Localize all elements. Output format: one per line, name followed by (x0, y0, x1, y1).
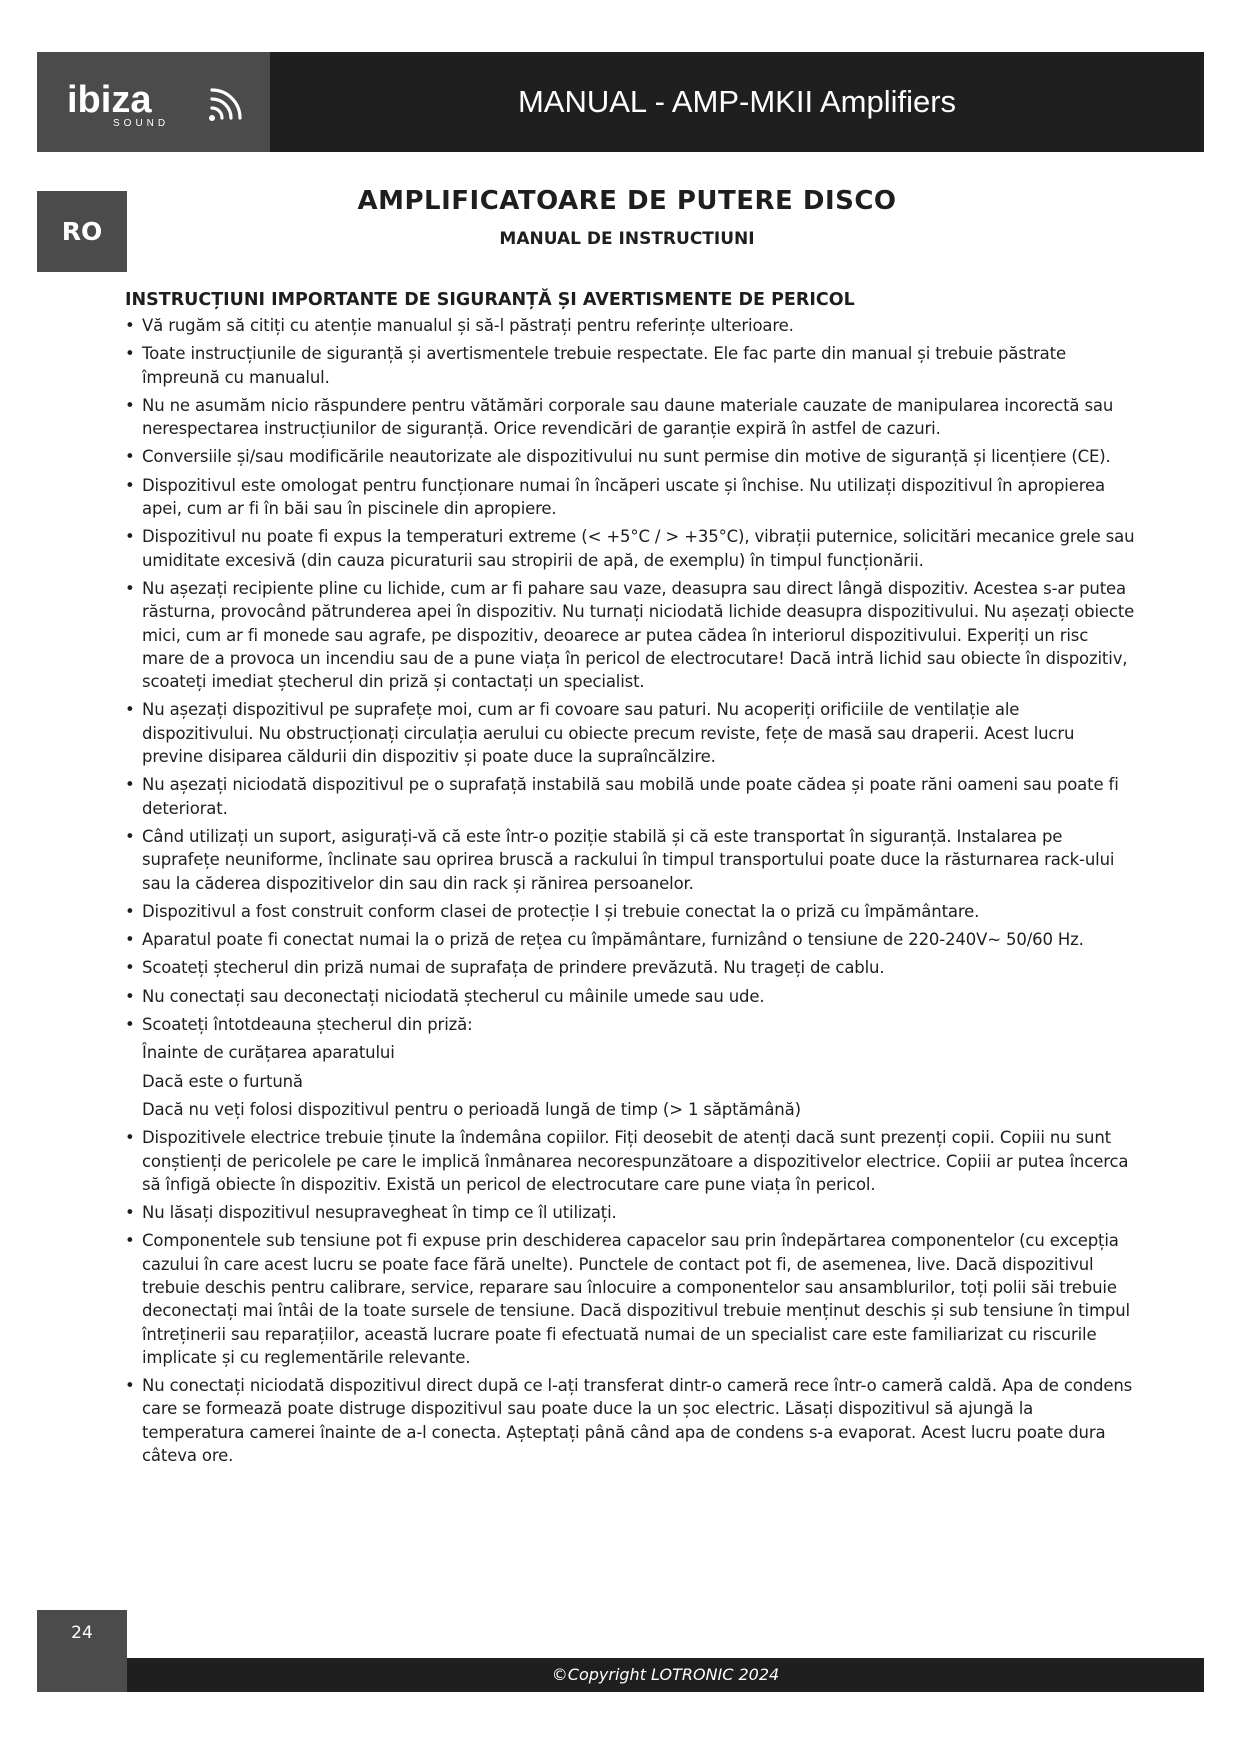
ibiza-sound-logo (67, 78, 247, 128)
sound-waves-icon (209, 90, 240, 121)
list-item: • Aparatul poate fi conectat numai la o priză de rețea cu împământare, furnizând o tensiune de 220-240V~ 50/60 Hz. (125, 930, 1084, 950)
sub-list-item: Înainte de curățarea aparatului (142, 1043, 395, 1063)
list-item: • Toate instrucțiunile de siguranță și avertismentele trebuie respectate. Ele fac parte din manual și trebuie păstrate împreună cu manualul. (125, 344, 1066, 387)
safety-list (125, 314, 1135, 1467)
page-header (37, 52, 1204, 152)
content-body (125, 290, 1135, 1472)
list-item: • Nu așezați dispozitivul pe suprafețe moi, cum ar fi covoare sau paturi. Nu acoperiți orificiile de ventilație ale dispozitivului. Nu obstrucționați circulația aerului cu obiecte precum reviste, fețe de masă sau draperii. Acest lucru previne disiparea căldurii din dispozitiv și poate duce la supraîncălzire. (125, 700, 1075, 767)
footer-copyright: ©Copyright LOTRONIC 2024 (127, 1658, 1204, 1692)
page-number-tab (37, 1610, 127, 1692)
list-item: • Nu lăsați dispozitivul nesupravegheat în timp ce îl utilizați. (125, 1203, 617, 1223)
logo-text: ibiza (67, 79, 152, 121)
manual-title: MANUAL - AMP-MKII Amplifiers (517, 84, 957, 119)
list-item: • Nu așezați niciodată dispozitivul pe o suprafață instabilă sau mobilă unde poate cădea și poate răni oameni sau poate fi deteriorat. (125, 775, 1119, 818)
list-item: • Când utilizați un suport, asigurați-vă că este într-o poziție stabilă și că este transportat în siguranță. Instalarea pe suprafețe neuniforme, înclinate sau oprirea bruscă a rackului în timpul transportului poate duce la răsturnarea rack-ului sau la căderea dispozitivelor din sau din rack și rănirea persoanelor. (125, 826, 1115, 893)
page-title: AMPLIFICATOARE DE PUTERE DISCO (357, 186, 897, 216)
list-item: • Dispozitivul a fost construit conform clasei de protecție I și trebuie conectat la o priză cu împământare. (125, 901, 980, 921)
list-item: • Nu așezați recipiente pline cu lichide, cum ar fi pahare sau vaze, deasupra sau direct lângă dispozitiv. Acestea s-ar putea răsturna, provocând pătrunderea apei în dispozitiv. Nu turnați niciodată lichide deasupra dispozitivului. Nu așezați obiecte mici, cum ar fi monede sau agrafe, pe dispozitiv, deoarece ar putea cădea în interiorul dispozitivului. Experiți un risc mare de a provoca un incendiu sau de a pune viața în pericol de electrocutare! Dacă intră lichid sau obiecte în dispozitiv, scoateți imediat ștecherul din priză și contactați un specialist. (125, 578, 1135, 692)
sub-list-item: Dacă este o furtună (142, 1071, 303, 1091)
list-item: • Componentele sub tensiune pot fi expuse prin deschiderea capacelor sau prin îndepărtarea componentelor (cu excepția cazului în care acest lucru se poate face fără unelte). Punctele de contact pot fi, de asemenea, live. Dacă dispozitivul trebuie deschis pentru calibrare, service, reparare sau înlocuire a componentelor sau ansamblurilor, toți polii săi trebuie deconectați mai întâi de la toate sursele de tensiune. Dacă dispozitivul trebuie menținut deschis și sub tensiune în timpul întreținerii sau reparațiilor, această lucrare poate fi efectuată numai de un specialist care este familiarizat cu riscurile implicate și cu reglementările relevante. (125, 1231, 1130, 1367)
logo-panel (37, 52, 270, 152)
list-item: • Scoateți întotdeauna ștecherul din priză: (125, 1015, 473, 1035)
logo-subtext: SOUND (113, 118, 170, 128)
list-item: • Dispozitivul este omologat pentru funcționare numai în încăperi uscate și închise. Nu utilizați dispozitivul în apropierea apei, cum ar fi în băi sau în piscinele din apropiere. (125, 475, 1105, 519)
list-item: • Nu conectați niciodată dispozitivul direct după ce l-ați transferat dintr-o cameră rece într-o cameră caldă. Apa de condens care se formează poate distruge dispozitivul sau poate duce la un șoc electric. Lăsați dispozitivul să ajungă la temperatura camerei înainte de a-l conecta. Așteptați până când apa de condens s-a evaporat. Acest lucru poate dura câteva ore. (125, 1376, 1133, 1466)
list-item: • Dispozitivul nu poate fi expus la temperaturi extreme (< +5°C / > +35°C), vibrații puternice, solicitări mecanice grele sau umiditate excesivă (din cauza picuraturii sau stropirii de apă, de exemplu) în timpul funcționării. (125, 527, 1135, 570)
list-item: • Conversiile și/sau modificările neautorizate ale dispozitivului nu sunt permise din motive de siguranță și licențiere (CE). (125, 447, 1111, 467)
list-item: • Dispozitivele electrice trebuie ținute la îndemâna copiilor. Fiți deosebit de atenți dacă sunt prezenți copii. Copiii nu sunt conștienți de pericolele pe care le implică înmânarea necorespunzătoare a dispozitivelor electrice. Copiii ar putea încerca să înfigă obiecte în dispozitiv. Există un pericol de electrocutare care pune viața în pericol. (125, 1128, 1129, 1194)
page-number: 24 (71, 1623, 93, 1643)
section-heading: INSTRUCȚIUNI IMPORTANTE DE SIGURANȚĂ ȘI AVERTISMENTE DE PERICOL (125, 290, 855, 310)
title-bar (270, 52, 1204, 152)
list-item: • Nu ne asumăm nicio răspundere pentru vătămări corporale sau daune materiale cauzate de manipularea incorectă sau nerespectarea instrucțiunilor de siguranță. Orice revendicări de garanție expiră în astfel de cazuri. (125, 395, 1114, 439)
list-item: • Nu conectați sau deconectați niciodată ștecherul cu mâinile umede sau ude. (125, 986, 765, 1006)
sub-list-item: Dacă nu veți folosi dispozitivul pentru o perioadă lungă de timp (> 1 săptămână) (142, 1099, 801, 1119)
language-tab: RO (37, 191, 127, 272)
list-item: • Vă rugăm să citiți cu atenție manualul și să-l păstrați pentru referințe ulterioare. (125, 316, 794, 335)
list-item: • Scoateți ștecherul din priză numai de suprafața de prindere prevăzută. Nu trageți de cablu. (125, 958, 885, 978)
page-subtitle: MANUAL DE INSTRUCTIUNI (499, 229, 755, 249)
